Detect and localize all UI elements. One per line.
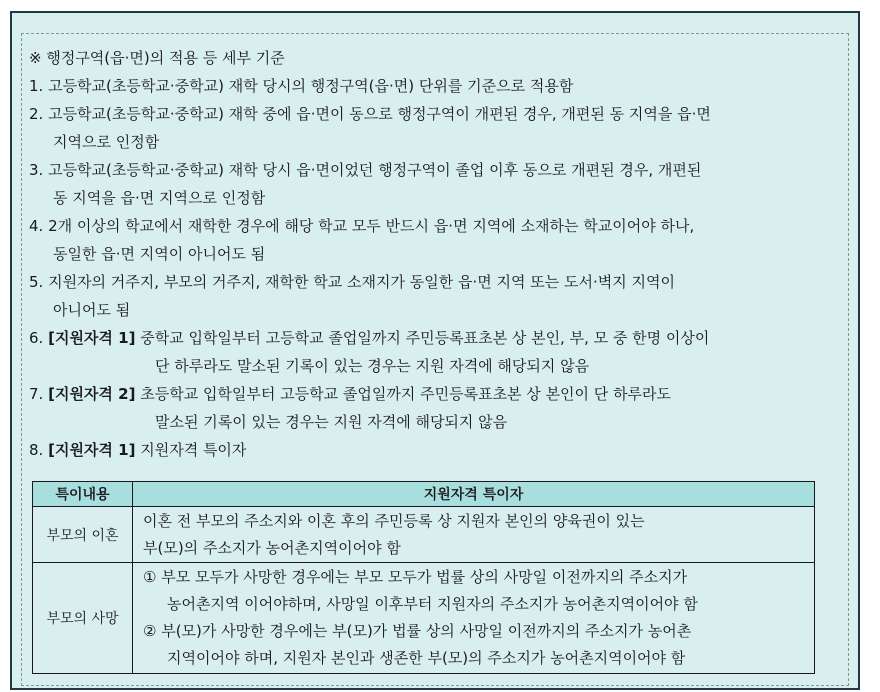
table-row bbox=[33, 563, 815, 674]
item-text: 초등학교 입학일부터 고등학교 졸업일까지 주민등록표초본 상 본인이 단 하루라도 bbox=[140, 385, 672, 403]
case-label: 부모의 사망 bbox=[33, 563, 133, 674]
case-description bbox=[133, 563, 815, 674]
criteria-item-4: 4. 2개 이상의 학교에서 재학한 경우에 해당 학교 모두 반드시 읍·면 지역에 소재하는 학교이어야 하나, bbox=[29, 217, 695, 235]
criteria-item-7 bbox=[29, 380, 847, 408]
criteria-item-2: 2. 고등학교(초등학교·중학교) 재학 중에 읍·면이 동으로 행정구역이 개편된 경우, 개편된 동 지역을 읍·면 bbox=[29, 105, 711, 123]
criteria-item-4-cont: 동일한 읍·면 지역이 아니어도 됨 bbox=[53, 245, 266, 263]
criteria-item-5-cont: 아니어도 됨 bbox=[53, 301, 131, 319]
criteria-item-6-cont: 단 하루라도 말소된 기록이 있는 경우는 지원 자격에 해당되지 않음 bbox=[155, 357, 590, 375]
case-line: ② 부(모)가 사망한 경우에는 부(모)가 법률 상의 사망일 이전까지의 주소지가 농어촌 bbox=[143, 622, 692, 640]
criteria-content bbox=[29, 44, 847, 464]
criteria-item-3-cont: 동 지역을 읍·면 지역으로 인정함 bbox=[53, 189, 266, 207]
case-line: 지역이어야 하며, 지원자 본인과 생존한 부(모)의 주소지가 농어촌지역이어야 함 bbox=[167, 649, 686, 667]
case-line: 이혼 전 부모의 주소지와 이혼 후의 주민등록 상 지원자 본인의 양육권이 있는 bbox=[143, 511, 645, 530]
criteria-item-7-cont: 말소된 기록이 있는 경우는 지원 자격에 해당되지 않음 bbox=[155, 413, 508, 431]
table-row bbox=[33, 507, 815, 563]
item-number: 7. bbox=[29, 385, 44, 403]
criteria-item-1: 1. 고등학교(초등학교·중학교) 재학 당시의 행정구역(읍·면) 단위를 기준으로 적용함 bbox=[29, 77, 574, 95]
case-line: 부(모)의 주소지가 농어촌지역이어야 함 bbox=[143, 538, 401, 557]
table-header-cell: 특이내용 bbox=[33, 482, 133, 507]
criteria-item-2-cont: 지역으로 인정함 bbox=[53, 133, 160, 151]
criteria-heading: ※ 행정구역(읍·면)의 적용 등 세부 기준 bbox=[29, 49, 285, 67]
item-text: 중학교 입학일부터 고등학교 졸업일까지 주민등록표초본 상 본인, 부, 모 중 한명 이상이 bbox=[140, 329, 710, 347]
case-label: 부모의 이혼 bbox=[33, 507, 133, 563]
table-header-cell: 지원자격 특이자 bbox=[133, 482, 815, 507]
case-description bbox=[133, 507, 815, 563]
item-text: 지원자격 특이자 bbox=[140, 441, 247, 459]
criteria-item-3: 3. 고등학교(초등학교·중학교) 재학 당시 읍·면이었던 행정구역이 졸업 이후 동으로 개편된 경우, 개편된 bbox=[29, 161, 702, 179]
item-number: 8. bbox=[29, 441, 44, 459]
case-line: 농어촌지역 이어야하며, 사망일 이후부터 지원자의 주소지가 농어촌지역이어야 함 bbox=[167, 595, 698, 613]
case-line: ① 부모 모두가 사망한 경우에는 부모 모두가 법률 상의 사망일 이전까지의 주소지가 bbox=[143, 568, 688, 586]
table-header-row bbox=[33, 482, 815, 507]
criteria-item-5: 5. 지원자의 거주지, 부모의 거주지, 재학한 학교 소재지가 동일한 읍·면 지역 또는 도서·벽지 지역이 bbox=[29, 273, 675, 291]
criteria-item-8 bbox=[29, 436, 847, 464]
special-cases-table bbox=[32, 481, 815, 674]
qualification-tag: [지원자격 1] bbox=[48, 441, 136, 459]
criteria-item-6 bbox=[29, 324, 847, 352]
qualification-tag: [지원자격 2] bbox=[48, 385, 136, 403]
qualification-tag: [지원자격 1] bbox=[48, 329, 136, 347]
item-number: 6. bbox=[29, 329, 44, 347]
